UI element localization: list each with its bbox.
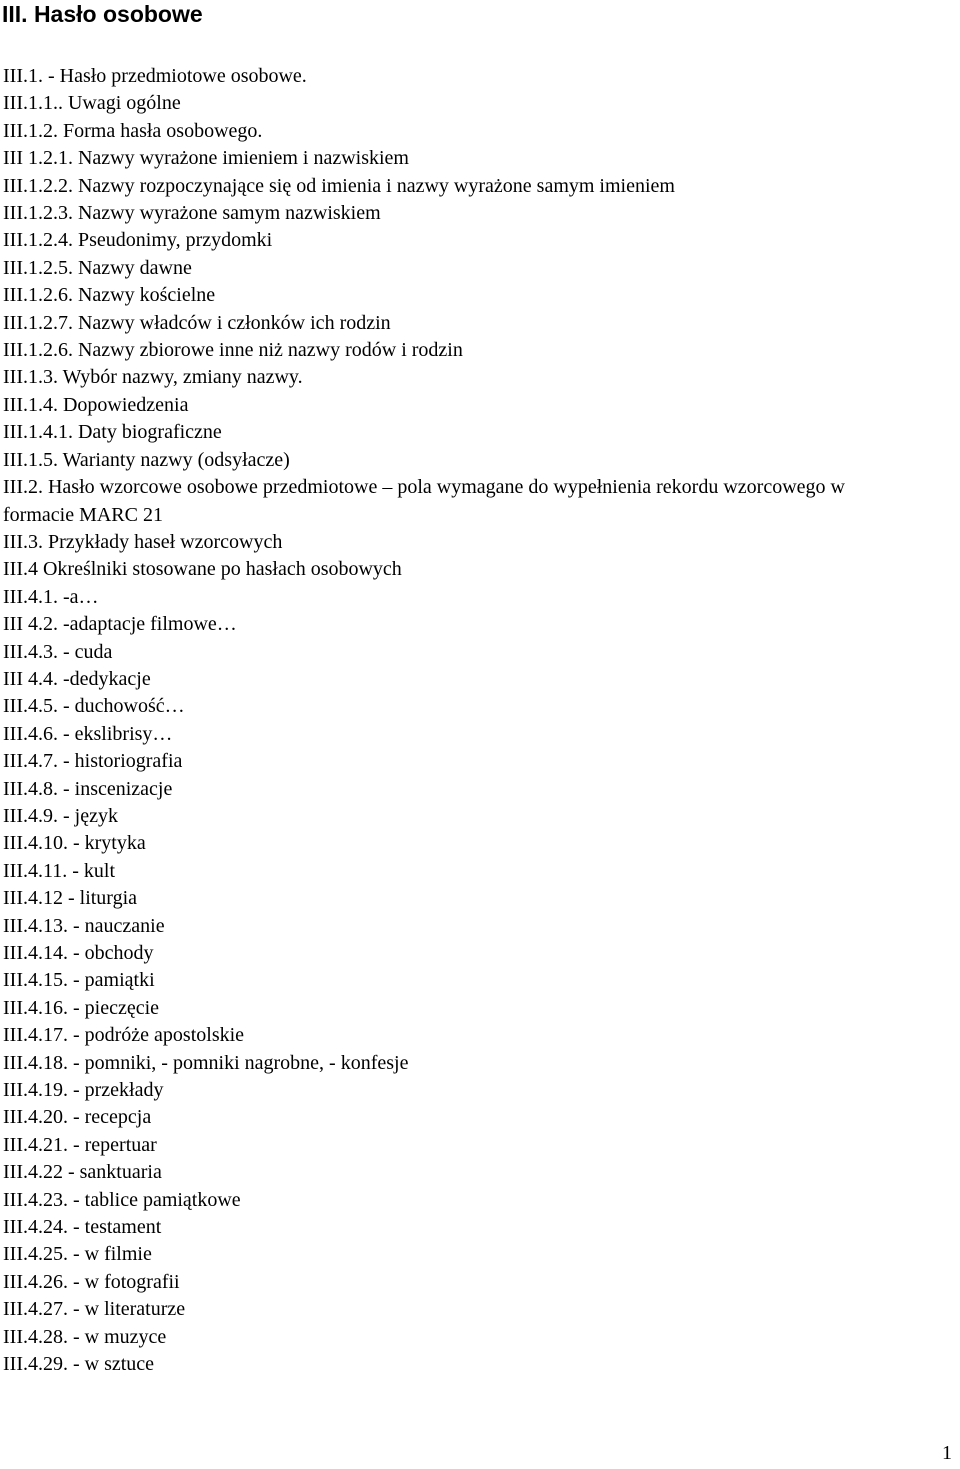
toc-item: III.4.1. -a… xyxy=(3,585,99,608)
toc-item: III.4 Określniki stosowane po hasłach osobowych xyxy=(3,558,402,581)
toc-item: III.1.2.3. Nazwy wyrażone samym nazwiskiem xyxy=(3,202,381,225)
toc-item: III.1.1.. Uwagi ogólne xyxy=(3,92,181,115)
toc-item: III.4.29. - w sztuce xyxy=(3,1353,155,1376)
toc-item: III.1.2.4. Pseudonimy, przydomki xyxy=(3,229,273,252)
toc-item: III.4.26. - w fotografii xyxy=(3,1270,180,1293)
toc-item: III.4.8. - inscenizacje xyxy=(3,777,173,800)
toc-item: III.4.27. - w literaturze xyxy=(3,1298,186,1321)
toc-item: III.4.10. - krytyka xyxy=(3,832,146,855)
toc-item: III.1.2.6. Nazwy zbiorowe inne niż nazwy rodów i rodzin xyxy=(3,339,463,362)
toc-item: III.1.4.1. Daty biograficzne xyxy=(3,421,222,444)
toc-item: III.4.21. - repertuar xyxy=(3,1133,157,1156)
table-of-contents xyxy=(3,63,953,1379)
toc-item: III.1.2. Forma hasła osobowego. xyxy=(3,119,263,142)
toc-item: III.4.14. - obchody xyxy=(3,942,154,964)
toc-item: III.4.28. - w muzyce xyxy=(3,1325,167,1348)
toc-item: III.4.11. - kult xyxy=(3,859,116,882)
toc-item: III.4.15. - pamiątki xyxy=(3,969,155,992)
toc-item: III.2. Hasło wzorcowe osobowe przedmiotowe – pola wymagane do wypełnienia rekordu wzorcowego w formacie MARC 21 xyxy=(3,476,845,526)
toc-item: III.4.13. - nauczanie xyxy=(3,914,165,937)
toc-item: III.4.3. - cuda xyxy=(3,640,113,663)
toc-item: III.4.22 - sanktuaria xyxy=(3,1161,162,1184)
toc-item: III.1.2.7. Nazwy władców i członków ich rodzin xyxy=(3,311,391,334)
toc-item: III.1.2.5. Nazwy dawne xyxy=(3,256,192,279)
toc-item: III.1.3. Wybór nazwy, zmiany nazwy. xyxy=(3,366,303,389)
toc-item: III.1.5. Warianty nazwy (odsyłacze) xyxy=(3,448,290,471)
toc-item: III.1.4. Dopowiedzenia xyxy=(3,393,189,416)
toc-item: III.4.16. - pieczęcie xyxy=(3,996,160,1019)
toc-item: III.1. - Hasło przedmiotowe osobowe. xyxy=(3,65,307,87)
toc-item: III.4.6. - ekslibrisy… xyxy=(3,722,173,745)
toc-item: III.4.7. - historiografia xyxy=(3,750,183,773)
toc-item: III.4.25. - w filmie xyxy=(3,1243,152,1266)
toc-item: III.4.20. - recepcja xyxy=(3,1106,152,1129)
toc-item: III 4.2. -adaptacje filmowe… xyxy=(3,613,237,636)
toc-item: III.4.17. - podróże apostolskie xyxy=(3,1024,245,1047)
page-title: III. Hasło osobowe xyxy=(2,1,203,27)
toc-item: III.4.12 - liturgia xyxy=(3,887,138,910)
toc-item: III.3. Przykłady haseł wzorcowych xyxy=(3,530,283,553)
toc-item: III.4.18. - pomniki, - pomniki nagrobne, - konfesje xyxy=(3,1051,409,1074)
toc-item: III.1.2.2. Nazwy rozpoczynające się od imienia i nazwy wyrażone samym imieniem xyxy=(3,174,675,197)
toc-item: III.4.9. - język xyxy=(3,804,118,827)
toc-item: III.4.5. - duchowość… xyxy=(3,695,185,718)
toc-item: III.4.24. - testament xyxy=(3,1216,162,1239)
toc-item: III 4.4. -dedykacje xyxy=(3,667,151,690)
toc-item: III.1.2.6. Nazwy kościelne xyxy=(3,284,216,307)
toc-item: III.4.19. - przekłady xyxy=(3,1079,164,1102)
toc-item: III 1.2.1. Nazwy wyrażone imieniem i nazwiskiem xyxy=(3,147,409,170)
page-number: 1 xyxy=(942,1442,952,1464)
toc-item: III.4.23. - tablice pamiątkowe xyxy=(3,1188,241,1211)
